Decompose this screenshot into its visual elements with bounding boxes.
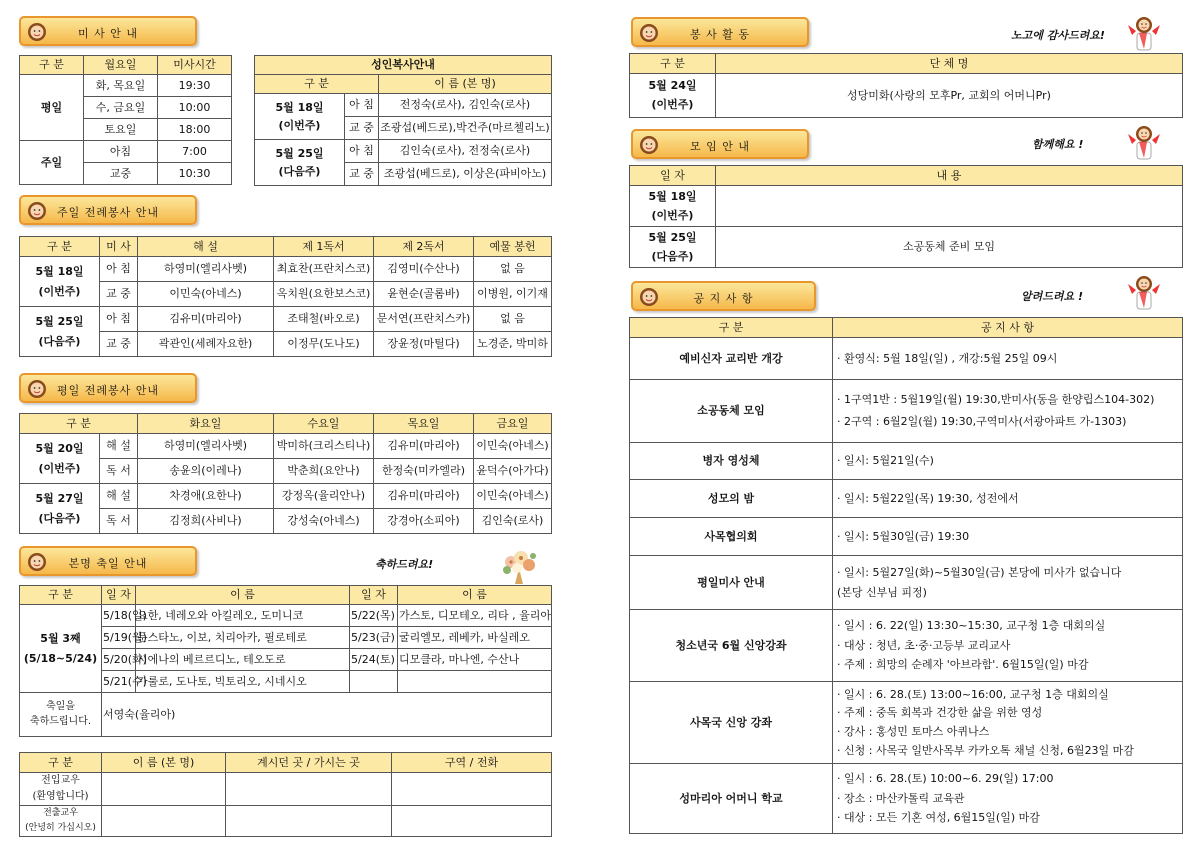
col-header: 구 분 [20, 237, 100, 257]
date-cell: 5월 24일 (이번주) [630, 74, 716, 118]
col-header: 목요일 [374, 414, 474, 434]
adult-title: 성인복사안내 [255, 56, 552, 75]
day-cell: 아침 [84, 141, 158, 163]
notice-title: 소공동체 모임 [630, 380, 833, 443]
time-cell: 7:00 [158, 141, 232, 163]
date-cell: 5월 18일 (이번주) [20, 257, 100, 307]
notice-title: 사목국 신앙 강좌 [630, 682, 833, 764]
transfer-table [19, 752, 552, 837]
empty-cell [102, 806, 226, 837]
cell: 박춘희(요안나) [274, 459, 374, 484]
cell: 김인숙(로사) [474, 509, 552, 534]
mass-header-title: 미 사 안 내 [78, 27, 138, 40]
time-cell: 10:00 [158, 97, 232, 119]
bless-name-cell: 서영숙(율리아) [102, 693, 552, 737]
names-cell [398, 671, 552, 693]
mass-cell: 아 침 [100, 257, 138, 282]
names-cell: 조광섭(베드로),박건주(마르첼리노) [379, 117, 552, 140]
empty-cell [392, 773, 552, 806]
notice-body: · 환영식: 5월 18일(일) , 개강:5월 25일 09시 [833, 338, 1183, 380]
date-cell: 5월 25일 (다음주) [630, 227, 716, 268]
adult-server-table [254, 55, 552, 186]
time-cell: 18:00 [158, 119, 232, 141]
cell: 노경준, 박미하 [474, 332, 552, 357]
cell: 윤현순(골롬바) [374, 282, 474, 307]
empty-cell [392, 806, 552, 837]
notice-header-title: 공 지 사 항 [693, 292, 754, 305]
slot-cell: 아 침 [345, 94, 379, 117]
service-header [631, 17, 809, 47]
names-cell: 가스토, 디모테오, 리타 , 율리아 [398, 605, 552, 627]
cell: 이민숙(아네스) [474, 434, 552, 459]
jesus-figure-icon [1124, 13, 1164, 53]
cell: 차경애(요한나) [138, 484, 274, 509]
notice-body: · 일시: 5월21일(수) [833, 443, 1183, 480]
col-header: 미 사 [100, 237, 138, 257]
cell: 없 음 [474, 307, 552, 332]
meeting-table [629, 165, 1183, 268]
date-cell: 5월 25일 (다음주) [255, 140, 345, 186]
time-cell: 10:30 [158, 163, 232, 185]
group-name-cell: 성당미화(사랑의 모후Pr, 교회의 어머니Pr) [716, 74, 1183, 118]
date-cell: 5/22(목) [350, 605, 398, 627]
cell: 윤덕수(아가다) [474, 459, 552, 484]
group-label: 평일 [20, 75, 84, 141]
date-cell: 5월 18일 (이번주) [630, 186, 716, 227]
names-cell: 가룰로, 도나토, 빅토리오, 시네시오 [136, 671, 350, 693]
cell: 김유미(마리아) [138, 307, 274, 332]
col-header: 일 자 [350, 586, 398, 605]
notice-title: 성모의 밤 [630, 480, 833, 518]
names-cell: 전정숙(로사), 김인숙(로사) [379, 94, 552, 117]
col-header: 이 름 [398, 586, 552, 605]
names-cell: 둔스타노, 이보, 치리아카, 필로테로 [136, 627, 350, 649]
col-header: 일 자 [630, 166, 716, 186]
col-header: 화요일 [138, 414, 274, 434]
notice-table [629, 317, 1183, 834]
date-cell: 5월 18일 (이번주) [255, 94, 345, 140]
group-label: 주일 [20, 141, 84, 185]
names-cell: 조광섭(베드로), 이상은(파비아노) [379, 163, 552, 186]
mass-cell: 아 침 [100, 307, 138, 332]
mass-header [19, 16, 197, 46]
meeting-side-text: 함께해요 ! [1032, 138, 1084, 151]
names-cell: 시에나의 베르르디노, 테오도로 [136, 649, 350, 671]
content-cell [716, 186, 1183, 227]
cell: 하영미(엘리사벳) [138, 434, 274, 459]
notice-body: · 일시: 5월30일(금) 19:30 [833, 518, 1183, 556]
day-cell: 화, 목요일 [84, 75, 158, 97]
cell: 박미하(크리스티나) [274, 434, 374, 459]
bless-cell: 축일을 축하드립니다. [20, 693, 102, 737]
day-cell: 교중 [84, 163, 158, 185]
cell: 강정옥(율리안나) [274, 484, 374, 509]
col-header: 구역 / 전화 [392, 753, 552, 773]
jesus-figure-icon [1124, 122, 1164, 162]
col-header: 단 체 명 [716, 54, 1183, 74]
col-header: 이 름 (본 명) [379, 75, 552, 94]
names-cell: 김인숙(로사), 전정숙(로사) [379, 140, 552, 163]
notice-header [631, 281, 816, 311]
cell: 송윤의(이레나) [138, 459, 274, 484]
cell: 옥치원(요한보스코) [274, 282, 374, 307]
sunday-header-title: 주일 전례봉사 안내 [56, 206, 159, 219]
col-header: 구 분 [630, 54, 716, 74]
service-table [629, 53, 1183, 118]
day-cell: 수, 금요일 [84, 97, 158, 119]
cell: 조태철(바오로) [274, 307, 374, 332]
col-header: 구 분 [20, 56, 84, 75]
notice-title: 병자 영성체 [630, 443, 833, 480]
date-cell: 5월 20일 (이번주) [20, 434, 100, 484]
notice-title: 예비신자 교리반 개강 [630, 338, 833, 380]
transfer-out-cell: 전출교우 (안녕히 가십시오) [20, 806, 102, 837]
col-header: 금요일 [474, 414, 552, 434]
notice-title: 평일미사 안내 [630, 556, 833, 610]
col-header: 구 분 [20, 414, 138, 434]
day-cell: 토요일 [84, 119, 158, 141]
col-header: 이 름 (본 명) [102, 753, 226, 773]
empty-cell [102, 773, 226, 806]
service-side-text: 노고에 감사드려요! [1011, 29, 1105, 42]
notice-body: · 일시 : 6. 28.(토) 13:00~16:00, 교구청 1층 대회의실 · 주제 : 중독 회복과 건강한 삶을 위한 영성 · 강사 : 홍성민 토마스 아퀴나스 · 신청 : 사목국 일반사목부 카카오톡 채널 신청, 6월23일 마감 [833, 682, 1183, 764]
col-header: 내 용 [716, 166, 1183, 186]
cell: 이정무(도나도) [274, 332, 374, 357]
date-cell: 5/19(월) [102, 627, 136, 649]
mass-cell: 교 중 [100, 332, 138, 357]
col-header: 제 1독서 [274, 237, 374, 257]
col-header: 월요일 [84, 56, 158, 75]
time-cell: 19:30 [158, 75, 232, 97]
empty-cell [226, 806, 392, 837]
cell: 장윤정(마틸다) [374, 332, 474, 357]
role-cell: 해 설 [100, 484, 138, 509]
cell: 이민숙(아네스) [474, 484, 552, 509]
cell: 김정희(사비나) [138, 509, 274, 534]
notice-body: · 일시: 5월27일(화)~5월30일(금) 본당에 미사가 없습니다 (본당 신부님 피정) [833, 556, 1183, 610]
role-cell: 해 설 [100, 434, 138, 459]
weekday-header-title: 평일 전례봉사 안내 [56, 384, 159, 397]
content-cell: 소공동체 준비 모임 [716, 227, 1183, 268]
date-cell: 5/21(수) [102, 671, 136, 693]
flower-bouquet-icon [497, 548, 541, 586]
cell: 강성숙(아네스) [274, 509, 374, 534]
weekday-header [19, 373, 197, 403]
notice-body: · 1구역1반 : 5월19일(월) 19:30,반미사(동을 한양립스104-302) · 2구역 : 6월2일(월) 19:30,구역미사(서광아파트 가-1303) [833, 380, 1183, 443]
sunday-table [19, 236, 552, 357]
col-header: 수요일 [274, 414, 374, 434]
weekday-table [19, 413, 552, 534]
cell: 이민숙(아네스) [138, 282, 274, 307]
col-header: 구 분 [20, 753, 102, 773]
col-header: 공 지 사 항 [833, 318, 1183, 338]
notice-title: 청소년국 6월 신앙강좌 [630, 610, 833, 682]
date-cell: 5/23(금) [350, 627, 398, 649]
slot-cell: 교 중 [345, 117, 379, 140]
cell: 곽관인(세례자요한) [138, 332, 274, 357]
transfer-in-cell: 전입교우 (환영합니다) [20, 773, 102, 806]
cell: 하영미(엘리사벳) [138, 257, 274, 282]
week-cell: 5월 3째 (5/18~5/24) [20, 605, 102, 693]
names-cell: 요한, 네레오와 아킬레오, 도미니코 [136, 605, 350, 627]
col-header: 구 분 [255, 75, 379, 94]
col-header: 제 2독서 [374, 237, 474, 257]
service-header-title: 봉 사 활 동 [690, 28, 750, 41]
meeting-header [631, 129, 809, 159]
date-cell: 5/18(일) [102, 605, 136, 627]
slot-cell: 아 침 [345, 140, 379, 163]
col-header: 구 분 [20, 586, 102, 605]
col-header: 계시던 곳 / 가시는 곳 [226, 753, 392, 773]
cell: 강경아(소피아) [374, 509, 474, 534]
feast-table [19, 585, 552, 737]
jesus-figure-icon [1124, 272, 1164, 312]
empty-cell [226, 773, 392, 806]
cell: 이병원, 이기재 [474, 282, 552, 307]
cell: 김영미(수산나) [374, 257, 474, 282]
slot-cell: 교 중 [345, 163, 379, 186]
date-cell: 5월 27일 (다음주) [20, 484, 100, 534]
meeting-header-title: 모 임 안 내 [690, 140, 750, 153]
col-header: 예물 봉헌 [474, 237, 552, 257]
col-header: 미사시간 [158, 56, 232, 75]
col-header: 일 자 [102, 586, 136, 605]
notice-side-text: 알려드려요 ! [1021, 290, 1083, 303]
col-header: 이 름 [136, 586, 350, 605]
feast-header-title: 본명 축일 안내 [68, 557, 148, 570]
date-cell: 5월 25일 (다음주) [20, 307, 100, 357]
feast-header [19, 546, 197, 576]
notice-title: 성마리아 어머니 학교 [630, 764, 833, 834]
col-header: 해 설 [138, 237, 274, 257]
notice-body: · 일시: 5월22일(목) 19:30, 성전에서 [833, 480, 1183, 518]
role-cell: 독 서 [100, 459, 138, 484]
notice-body: · 일시 : 6. 28.(토) 10:00~6. 29(일) 17:00 · 장소 : 마산카톨릭 교육관 · 대상 : 모든 기혼 여성, 6월15일(일) 마감 [833, 764, 1183, 834]
cell: 문서연(프란치스카) [374, 307, 474, 332]
mass-cell: 교 중 [100, 282, 138, 307]
cell: 김유미(마리아) [374, 484, 474, 509]
date-cell: 5/20(화) [102, 649, 136, 671]
notice-title: 사목협의회 [630, 518, 833, 556]
date-cell: 5/24(토) [350, 649, 398, 671]
notice-body: · 일시 : 6. 22(일) 13:30~15:30, 교구청 1층 대회의실 · 대상 : 청년, 초·중·고등부 교리교사 · 주제 : 희망의 순례자 '아브라함'. 6월15일(일) 마감 [833, 610, 1183, 682]
role-cell: 독 서 [100, 509, 138, 534]
sunday-header [19, 195, 197, 225]
cell: 한정숙(미카엘라) [374, 459, 474, 484]
names-cell: 디모클라, 마나엔, 수산나 [398, 649, 552, 671]
cell: 김유미(마리아) [374, 434, 474, 459]
date-cell [350, 671, 398, 693]
col-header: 구 분 [630, 318, 833, 338]
names-cell: 굴리엘모, 레베카, 바실레오 [398, 627, 552, 649]
cell: 최효찬(프란치스코) [274, 257, 374, 282]
mass-table [19, 55, 232, 185]
feast-side-text: 축하드려요! [375, 558, 434, 571]
cell: 없 음 [474, 257, 552, 282]
